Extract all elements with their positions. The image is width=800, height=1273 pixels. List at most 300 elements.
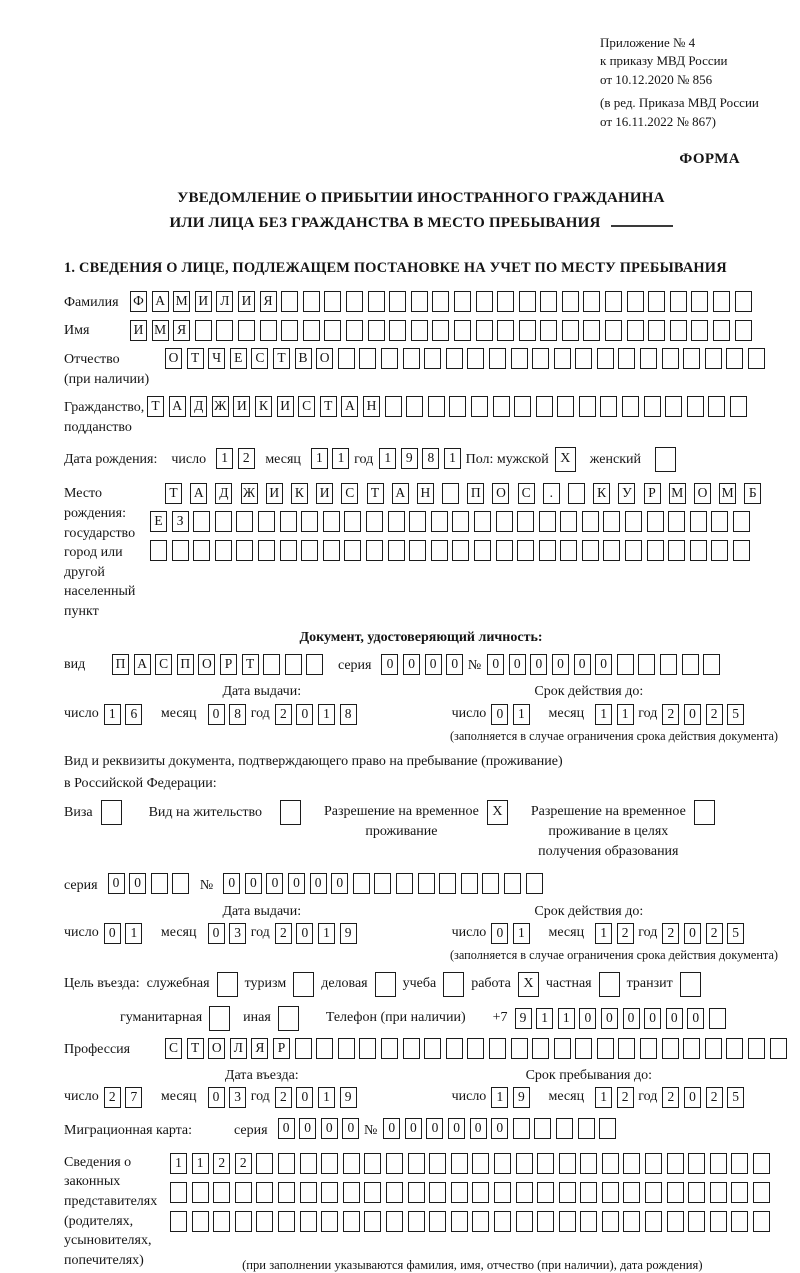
char-box[interactable] <box>579 396 596 417</box>
visa-checkbox[interactable] <box>101 800 122 825</box>
char-box[interactable] <box>316 1038 333 1059</box>
char-box[interactable]: 2 <box>238 448 255 469</box>
char-box[interactable] <box>418 873 435 894</box>
char-box[interactable] <box>238 320 255 341</box>
char-box[interactable]: А <box>152 291 169 312</box>
char-box[interactable] <box>623 1211 640 1232</box>
char-box[interactable] <box>560 511 577 532</box>
char-box[interactable] <box>281 291 298 312</box>
char-box[interactable] <box>511 1038 528 1059</box>
char-box[interactable] <box>537 1182 554 1203</box>
char-box[interactable] <box>368 320 385 341</box>
char-box[interactable] <box>710 1211 727 1232</box>
char-box[interactable] <box>519 320 536 341</box>
char-box[interactable] <box>359 1038 376 1059</box>
char-box[interactable] <box>711 540 728 561</box>
char-box[interactable]: 1 <box>595 1087 612 1108</box>
char-box[interactable]: К <box>291 483 308 504</box>
char-box[interactable] <box>559 1182 576 1203</box>
char-box[interactable]: 6 <box>125 704 142 725</box>
char-box[interactable]: И <box>316 483 333 504</box>
char-box[interactable]: 0 <box>223 873 240 894</box>
char-box[interactable] <box>388 540 405 561</box>
char-box[interactable] <box>389 320 406 341</box>
char-box[interactable] <box>385 396 402 417</box>
char-box[interactable]: 3 <box>229 923 246 944</box>
char-box[interactable] <box>735 291 752 312</box>
char-box[interactable] <box>258 540 275 561</box>
char-box[interactable] <box>471 396 488 417</box>
char-box[interactable] <box>346 291 363 312</box>
char-box[interactable]: 0 <box>487 654 504 675</box>
char-box[interactable] <box>344 540 361 561</box>
char-box[interactable] <box>170 1182 187 1203</box>
char-box[interactable]: 0 <box>425 654 442 675</box>
char-box[interactable] <box>321 1153 338 1174</box>
char-box[interactable] <box>451 1211 468 1232</box>
char-box[interactable]: 1 <box>318 923 335 944</box>
residence-permit-checkbox[interactable] <box>280 800 301 825</box>
char-box[interactable]: 0 <box>574 654 591 675</box>
char-box[interactable] <box>602 1211 619 1232</box>
char-box[interactable]: 9 <box>515 1008 532 1029</box>
char-box[interactable] <box>540 291 557 312</box>
char-box[interactable]: 0 <box>383 1118 400 1139</box>
char-box[interactable] <box>617 654 634 675</box>
char-box[interactable]: 2 <box>275 923 292 944</box>
char-box[interactable] <box>710 1182 727 1203</box>
char-box[interactable] <box>575 1038 592 1059</box>
char-box[interactable] <box>306 654 323 675</box>
char-box[interactable]: М <box>173 291 190 312</box>
char-box[interactable] <box>346 320 363 341</box>
char-box[interactable] <box>559 1153 576 1174</box>
char-box[interactable]: М <box>152 320 169 341</box>
char-box[interactable] <box>537 1211 554 1232</box>
char-box[interactable]: 0 <box>491 704 508 725</box>
char-box[interactable] <box>560 540 577 561</box>
char-box[interactable] <box>583 320 600 341</box>
char-box[interactable]: 1 <box>595 923 612 944</box>
char-box[interactable]: 3 <box>229 1087 246 1108</box>
char-box[interactable] <box>605 320 622 341</box>
title-blank-line[interactable] <box>611 213 673 227</box>
char-box[interactable] <box>368 291 385 312</box>
char-box[interactable] <box>403 348 420 369</box>
char-box[interactable] <box>623 1153 640 1174</box>
char-box[interactable]: О <box>694 483 711 504</box>
char-box[interactable] <box>467 348 484 369</box>
char-box[interactable] <box>386 1211 403 1232</box>
char-box[interactable]: Е <box>230 348 247 369</box>
char-box[interactable] <box>409 540 426 561</box>
char-box[interactable]: 0 <box>684 1087 701 1108</box>
char-box[interactable]: Р <box>644 483 661 504</box>
char-box[interactable]: Т <box>147 396 164 417</box>
char-box[interactable] <box>216 320 233 341</box>
char-box[interactable] <box>557 396 574 417</box>
char-box[interactable] <box>285 654 302 675</box>
char-box[interactable]: 0 <box>296 923 313 944</box>
char-box[interactable]: 7 <box>125 1087 142 1108</box>
char-box[interactable]: 9 <box>340 1087 357 1108</box>
char-box[interactable] <box>537 1153 554 1174</box>
char-box[interactable] <box>278 1182 295 1203</box>
char-box[interactable]: Т <box>367 483 384 504</box>
char-box[interactable]: Я <box>173 320 190 341</box>
temp-residence-checkbox[interactable]: X <box>487 800 508 825</box>
char-box[interactable] <box>683 1038 700 1059</box>
char-box[interactable]: 1 <box>332 448 349 469</box>
char-box[interactable] <box>687 396 704 417</box>
char-box[interactable] <box>474 540 491 561</box>
char-box[interactable] <box>603 511 620 532</box>
char-box[interactable]: 2 <box>706 923 723 944</box>
char-box[interactable]: 0 <box>299 1118 316 1139</box>
char-box[interactable] <box>213 1211 230 1232</box>
char-box[interactable] <box>648 320 665 341</box>
char-box[interactable]: З <box>172 511 189 532</box>
purpose-business-checkbox[interactable] <box>217 972 238 997</box>
char-box[interactable]: 0 <box>129 873 146 894</box>
char-box[interactable] <box>472 1211 489 1232</box>
char-box[interactable] <box>713 291 730 312</box>
char-box[interactable] <box>381 348 398 369</box>
char-box[interactable] <box>213 1182 230 1203</box>
char-box[interactable]: 2 <box>706 704 723 725</box>
char-box[interactable] <box>451 1182 468 1203</box>
char-box[interactable] <box>170 1211 187 1232</box>
char-box[interactable]: 9 <box>401 448 418 469</box>
char-box[interactable]: 0 <box>266 873 283 894</box>
char-box[interactable] <box>494 1211 511 1232</box>
char-box[interactable]: Л <box>230 1038 247 1059</box>
char-box[interactable] <box>193 540 210 561</box>
char-box[interactable]: 0 <box>446 654 463 675</box>
char-box[interactable] <box>583 291 600 312</box>
char-box[interactable] <box>638 654 655 675</box>
char-box[interactable]: 0 <box>245 873 262 894</box>
char-box[interactable] <box>582 540 599 561</box>
char-box[interactable]: Н <box>417 483 434 504</box>
char-box[interactable]: 0 <box>684 923 701 944</box>
char-box[interactable] <box>668 511 685 532</box>
char-box[interactable] <box>517 540 534 561</box>
char-box[interactable]: 0 <box>278 1118 295 1139</box>
char-box[interactable] <box>192 1182 209 1203</box>
char-box[interactable]: С <box>341 483 358 504</box>
purpose-other-checkbox[interactable] <box>278 1006 299 1031</box>
char-box[interactable]: 1 <box>125 923 142 944</box>
char-box[interactable] <box>575 348 592 369</box>
char-box[interactable] <box>516 1211 533 1232</box>
char-box[interactable]: 1 <box>536 1008 553 1029</box>
char-box[interactable] <box>519 291 536 312</box>
char-box[interactable] <box>597 1038 614 1059</box>
char-box[interactable]: 2 <box>235 1153 252 1174</box>
char-box[interactable] <box>648 291 665 312</box>
char-box[interactable]: У <box>618 483 635 504</box>
char-box[interactable] <box>172 873 189 894</box>
purpose-tourism-checkbox[interactable] <box>293 972 314 997</box>
char-box[interactable]: Т <box>165 483 182 504</box>
char-box[interactable] <box>446 1038 463 1059</box>
char-box[interactable]: 1 <box>216 448 233 469</box>
char-box[interactable]: С <box>518 483 535 504</box>
char-box[interactable] <box>366 540 383 561</box>
char-box[interactable] <box>472 1153 489 1174</box>
char-box[interactable] <box>562 291 579 312</box>
char-box[interactable] <box>647 511 664 532</box>
char-box[interactable]: 0 <box>405 1118 422 1139</box>
char-box[interactable] <box>429 1211 446 1232</box>
char-box[interactable] <box>366 511 383 532</box>
char-box[interactable]: Е <box>150 511 167 532</box>
char-box[interactable]: Ч <box>208 348 225 369</box>
char-box[interactable]: 1 <box>318 704 335 725</box>
char-box[interactable]: 1 <box>192 1153 209 1174</box>
char-box[interactable] <box>343 1211 360 1232</box>
char-box[interactable] <box>449 396 466 417</box>
char-box[interactable]: И <box>195 291 212 312</box>
char-box[interactable] <box>494 1153 511 1174</box>
char-box[interactable] <box>389 291 406 312</box>
char-box[interactable]: Д <box>215 483 232 504</box>
char-box[interactable] <box>474 511 491 532</box>
char-box[interactable] <box>303 291 320 312</box>
char-box[interactable]: А <box>341 396 358 417</box>
char-box[interactable] <box>753 1211 770 1232</box>
char-box[interactable] <box>517 511 534 532</box>
char-box[interactable]: 2 <box>275 1087 292 1108</box>
char-box[interactable] <box>411 320 428 341</box>
char-box[interactable]: 0 <box>321 1118 338 1139</box>
char-box[interactable] <box>602 1153 619 1174</box>
char-box[interactable] <box>667 1153 684 1174</box>
char-box[interactable] <box>730 396 747 417</box>
char-box[interactable] <box>554 1038 571 1059</box>
char-box[interactable] <box>556 1118 573 1139</box>
char-box[interactable] <box>432 320 449 341</box>
char-box[interactable] <box>580 1182 597 1203</box>
char-box[interactable]: Я <box>260 291 277 312</box>
char-box[interactable] <box>688 1182 705 1203</box>
char-box[interactable] <box>496 540 513 561</box>
char-box[interactable]: 0 <box>403 654 420 675</box>
char-box[interactable] <box>256 1153 273 1174</box>
char-box[interactable]: 1 <box>595 704 612 725</box>
char-box[interactable]: 0 <box>491 1118 508 1139</box>
sex-female-checkbox[interactable] <box>655 447 676 472</box>
char-box[interactable] <box>713 320 730 341</box>
char-box[interactable] <box>323 540 340 561</box>
char-box[interactable]: Н <box>363 396 380 417</box>
char-box[interactable] <box>618 348 635 369</box>
char-box[interactable]: 2 <box>662 923 679 944</box>
char-box[interactable]: 0 <box>687 1008 704 1029</box>
char-box[interactable] <box>256 1182 273 1203</box>
char-box[interactable]: 1 <box>379 448 396 469</box>
char-box[interactable] <box>496 511 513 532</box>
char-box[interactable] <box>489 348 506 369</box>
char-box[interactable]: 9 <box>340 923 357 944</box>
char-box[interactable] <box>670 320 687 341</box>
char-box[interactable] <box>753 1182 770 1203</box>
char-box[interactable] <box>431 511 448 532</box>
char-box[interactable]: Т <box>320 396 337 417</box>
char-box[interactable] <box>516 1182 533 1203</box>
char-box[interactable] <box>454 320 471 341</box>
char-box[interactable]: Д <box>190 396 207 417</box>
char-box[interactable] <box>605 291 622 312</box>
char-box[interactable]: 0 <box>381 654 398 675</box>
char-box[interactable] <box>622 396 639 417</box>
char-box[interactable] <box>364 1153 381 1174</box>
char-box[interactable] <box>454 291 471 312</box>
char-box[interactable] <box>451 1153 468 1174</box>
char-box[interactable] <box>731 1153 748 1174</box>
char-box[interactable] <box>618 1038 635 1059</box>
char-box[interactable] <box>526 873 543 894</box>
char-box[interactable]: 0 <box>509 654 526 675</box>
char-box[interactable] <box>193 511 210 532</box>
char-box[interactable]: 1 <box>444 448 461 469</box>
char-box[interactable] <box>532 348 549 369</box>
char-box[interactable]: И <box>277 396 294 417</box>
char-box[interactable]: И <box>238 291 255 312</box>
char-box[interactable] <box>602 1182 619 1203</box>
char-box[interactable]: М <box>669 483 686 504</box>
char-box[interactable]: 0 <box>310 873 327 894</box>
char-box[interactable]: 2 <box>275 704 292 725</box>
char-box[interactable]: 0 <box>208 923 225 944</box>
char-box[interactable]: 5 <box>727 704 744 725</box>
char-box[interactable]: Ф <box>130 291 147 312</box>
char-box[interactable] <box>343 1182 360 1203</box>
char-box[interactable] <box>386 1182 403 1203</box>
char-box[interactable] <box>303 320 320 341</box>
char-box[interactable] <box>301 540 318 561</box>
char-box[interactable] <box>690 540 707 561</box>
char-box[interactable]: 0 <box>108 873 125 894</box>
char-box[interactable]: 1 <box>617 704 634 725</box>
char-box[interactable] <box>295 1038 312 1059</box>
char-box[interactable]: П <box>112 654 129 675</box>
char-box[interactable] <box>733 540 750 561</box>
char-box[interactable] <box>408 1182 425 1203</box>
char-box[interactable] <box>215 511 232 532</box>
char-box[interactable]: Т <box>187 1038 204 1059</box>
char-box[interactable]: О <box>316 348 333 369</box>
char-box[interactable] <box>513 1118 530 1139</box>
char-box[interactable] <box>446 348 463 369</box>
char-box[interactable]: 0 <box>595 654 612 675</box>
char-box[interactable] <box>497 320 514 341</box>
char-box[interactable]: Я <box>251 1038 268 1059</box>
char-box[interactable] <box>709 1008 726 1029</box>
char-box[interactable] <box>665 396 682 417</box>
char-box[interactable]: 0 <box>470 1118 487 1139</box>
char-box[interactable]: А <box>190 483 207 504</box>
char-box[interactable] <box>215 540 232 561</box>
char-box[interactable] <box>381 1038 398 1059</box>
char-box[interactable]: 8 <box>340 704 357 725</box>
char-box[interactable] <box>644 396 661 417</box>
purpose-commercial-checkbox[interactable] <box>375 972 396 997</box>
char-box[interactable]: 2 <box>617 1087 634 1108</box>
char-box[interactable] <box>688 1211 705 1232</box>
char-box[interactable] <box>236 511 253 532</box>
char-box[interactable] <box>424 348 441 369</box>
char-box[interactable]: И <box>130 320 147 341</box>
char-box[interactable] <box>494 1182 511 1203</box>
char-box[interactable] <box>321 1211 338 1232</box>
char-box[interactable] <box>770 1038 787 1059</box>
char-box[interactable]: А <box>392 483 409 504</box>
char-box[interactable] <box>597 348 614 369</box>
char-box[interactable] <box>472 1182 489 1203</box>
char-box[interactable] <box>235 1211 252 1232</box>
char-box[interactable] <box>710 1153 727 1174</box>
char-box[interactable]: . <box>543 483 560 504</box>
char-box[interactable] <box>278 1153 295 1174</box>
char-box[interactable] <box>263 654 280 675</box>
char-box[interactable]: 0 <box>426 1118 443 1139</box>
char-box[interactable] <box>476 320 493 341</box>
char-box[interactable] <box>627 320 644 341</box>
char-box[interactable] <box>280 511 297 532</box>
char-box[interactable] <box>172 540 189 561</box>
char-box[interactable] <box>645 1211 662 1232</box>
char-box[interactable]: Р <box>273 1038 290 1059</box>
char-box[interactable]: 0 <box>491 923 508 944</box>
char-box[interactable] <box>424 1038 441 1059</box>
temp-residence-edu-checkbox[interactable] <box>694 800 715 825</box>
char-box[interactable] <box>343 1153 360 1174</box>
char-box[interactable]: 0 <box>208 704 225 725</box>
char-box[interactable] <box>691 291 708 312</box>
purpose-humanitarian-checkbox[interactable] <box>209 1006 230 1031</box>
char-box[interactable] <box>452 511 469 532</box>
char-box[interactable] <box>411 291 428 312</box>
char-box[interactable] <box>599 1118 616 1139</box>
char-box[interactable] <box>580 1153 597 1174</box>
char-box[interactable] <box>514 396 531 417</box>
char-box[interactable] <box>691 320 708 341</box>
char-box[interactable] <box>300 1211 317 1232</box>
char-box[interactable] <box>364 1182 381 1203</box>
char-box[interactable] <box>554 348 571 369</box>
char-box[interactable] <box>442 483 459 504</box>
char-box[interactable] <box>731 1182 748 1203</box>
char-box[interactable] <box>280 540 297 561</box>
char-box[interactable] <box>735 320 752 341</box>
char-box[interactable] <box>662 348 679 369</box>
char-box[interactable] <box>580 1211 597 1232</box>
char-box[interactable] <box>568 483 585 504</box>
char-box[interactable]: 0 <box>644 1008 661 1029</box>
char-box[interactable]: К <box>593 483 610 504</box>
char-box[interactable]: Б <box>744 483 761 504</box>
char-box[interactable]: В <box>295 348 312 369</box>
char-box[interactable] <box>301 511 318 532</box>
char-box[interactable]: 8 <box>422 448 439 469</box>
char-box[interactable] <box>278 1211 295 1232</box>
char-box[interactable] <box>323 511 340 532</box>
char-box[interactable] <box>733 511 750 532</box>
char-box[interactable]: К <box>255 396 272 417</box>
char-box[interactable] <box>748 348 765 369</box>
